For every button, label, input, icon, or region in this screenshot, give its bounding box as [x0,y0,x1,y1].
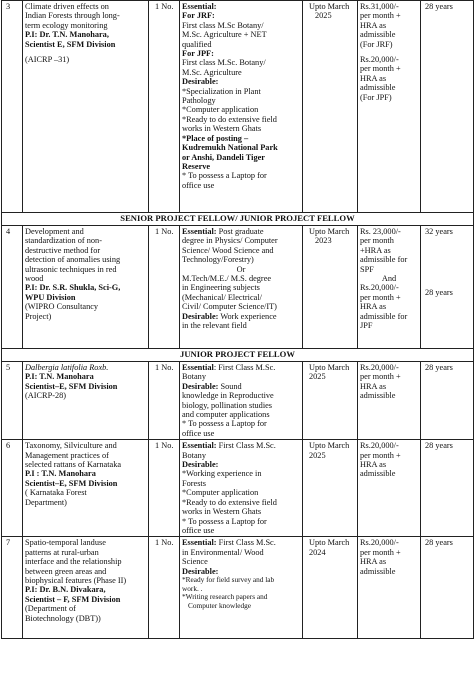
fellowship-text: admissible for [360,311,408,321]
essential-text: Technology/Forestry) [182,255,254,265]
essential-label: Essential [182,363,214,372]
fellowship-text: per month + [360,292,401,302]
desirable-text: Pathology [182,96,216,106]
fellowship-text: Rs.20,000/- [360,283,399,293]
place-of-posting: Kudremukh National Park [182,143,278,153]
fellowship-text: per month + [360,11,401,21]
project-text: wood [25,274,44,284]
project-text: ultrasonic techniques in red [25,264,117,274]
desirable-label: Desirable: [182,566,219,576]
tenure-text: Upto March [309,2,350,11]
fellowship-text: per month [360,236,394,246]
place-of-posting: *Place of posting – [182,133,249,143]
desirable-text: and computer applications [182,410,270,420]
tenure-text: 2023 [315,236,332,246]
project-cell [23,440,149,537]
qualification-cell [180,226,303,349]
project-cell [23,1,149,213]
project-text: detection of anomalies using [25,255,121,265]
fellowship-text: per month + [360,547,401,557]
desirable-label: Desirable: [182,311,219,321]
project-code: (WIPRO Consultancy [25,302,99,312]
serial-number: 5 [2,362,23,440]
essential-text: Science/ Wood Science and [182,245,274,255]
age-limit: 32 years [425,227,453,236]
fellowship-text: admissible [360,30,396,40]
fellowship-text: admissible [360,566,396,576]
jpf-text: First class M.Sc. Botany/ [182,58,266,68]
posts-count: 1 No. [149,537,180,639]
desirable-text: works in Western Ghats [182,507,262,517]
tenure-text: 2025 [309,372,326,382]
fellowship-text: Rs. 23,000/- [360,227,401,236]
fellowship-text: per month + [360,372,401,382]
posts-count: 1 No. [149,440,180,537]
desirable-label: Desirable: [182,460,219,470]
project-text: Dalbergia latifolia Roxb. [25,363,109,372]
jrf-text: First class M.Sc Botany/ [182,20,264,30]
project-code: (AICRP-28) [25,391,67,401]
essential-text: First Class M.Sc. [216,441,276,451]
tenure-cell [303,1,358,213]
fellowship-cell [358,440,421,537]
fellowship-text: admissible for [360,255,408,265]
pi-name: P.I: Dr. B.N. Divakara, [25,585,106,595]
project-text: term ecology monitoring [25,20,108,30]
laptop-text: office use [182,180,215,190]
fellowship-cell [358,362,421,440]
fellowship-text: (For JRF) [360,39,393,49]
project-text: Taxonomy, Silviculture and [25,441,117,451]
pi-division: Scientist E, SFM Division [25,39,116,49]
project-text: between green areas and [25,566,107,576]
desirable-text: Sound [218,381,242,391]
project-text: patterns at rural-urban [25,547,99,557]
desirable-text: *Writing research papers and [182,592,268,602]
fellowship-text: admissible [360,83,396,93]
jrf-text: M.Sc. Agriculture + NET [182,30,267,40]
posts-count: 1 No. [149,362,180,440]
project-text: Indian Forests through long- [25,11,120,21]
essential-text: degree in Physics/ Computer [182,236,278,246]
table-row [2,362,474,440]
posts-count: 1 No. [149,226,180,349]
fellowship-text: per month + [360,64,401,74]
pi-division: WPU Division [25,292,76,302]
laptop-text: * To possess a Laptop for [182,171,267,181]
essential-text: Botany [182,450,206,460]
serial-number: 3 [2,1,23,213]
section-title: SENIOR PROJECT FELLOW/ JUNIOR PROJECT FELLOW [2,213,474,226]
tenure-cell [303,440,358,537]
age-limit-cell [421,226,474,349]
fellowship-cell [358,1,421,213]
project-text: Spatio-temporal landuse [25,538,106,548]
project-text: interface and the relationship [25,557,122,567]
fellowship-text: HRA as [360,20,387,30]
table-row [2,440,474,537]
fellowship-text: SPF [360,264,374,274]
desirable-text: *Computer application [182,488,259,498]
project-cell [23,226,149,349]
pi-division: Scientist – F, SFM Division [25,594,121,604]
jrf-text: qualified [182,39,212,49]
jpf-label: For JPF: [182,49,214,59]
serial-number: 7 [2,537,23,639]
pi-name: P.I: Dr. T.N. Manohara, [25,30,109,40]
project-code: (Department of [25,604,76,614]
jpf-text: M.Sc. Agriculture [182,67,242,77]
qualification-cell [180,537,303,639]
project-code: ( Karnataka Forest [25,488,87,498]
or-text: Or [236,264,246,274]
place-of-posting: or Anshi, Dandeli Tiger [182,152,265,162]
recruitment-table [1,0,474,639]
age-limit: 28 years [421,440,474,537]
desirable-text: knowledge in Reproductive [182,391,274,401]
tenure-text: Upto March [309,538,350,548]
desirable-text: *Ready to do extensive field [182,497,277,507]
alternate-text: M.Tech/M.E./ M.S. degree [182,274,272,284]
essential-text: Science [182,557,208,567]
essential-text: Botany [182,372,206,382]
pi-division: Scientist–E, SFM Division [25,381,118,391]
essential-text: in Environmental/ Wood [182,547,264,557]
table-row [2,226,474,349]
desirable-text: *Specialization in Plant [182,86,261,96]
tenure-text: 2025 [315,11,332,21]
place-of-posting: Reserve [182,161,211,171]
fellowship-text: per month + [360,450,401,460]
qualification-cell [180,1,303,213]
qualification-cell [180,362,303,440]
desirable-text: *Ready for field survey and lab [182,574,275,584]
desirable-text: *Computer application [182,105,259,115]
tenure-text: 2024 [309,547,326,557]
desirable-text: Forests [182,478,206,488]
age-limit: 28 years [425,288,453,298]
fellowship-text: admissible [360,469,396,479]
fellowship-text: +HRA as [360,245,391,255]
age-limit: 28 years [421,537,474,639]
fellowship-text: And [381,274,397,284]
project-text: Development and [25,227,84,236]
desirable-text: office use [182,525,215,535]
essential-label: Essential: [182,538,217,548]
alternate-text: (Mechanical/ Electrical/ [182,292,262,302]
fellowship-text: Rs.20,000/- [360,441,399,451]
desirable-text: office use [182,428,215,438]
tenure-text: Upto March [309,441,350,451]
project-code: Project) [25,311,52,321]
desirable-text: *Ready to do extensive field [182,114,277,124]
desirable-label: Desirable: [182,77,219,87]
fellowship-text: Rs.20,000/- [360,55,399,65]
qualification-cell [180,440,303,537]
desirable-text: *Working experience in [182,469,262,479]
posts-count: 1 No. [149,1,180,213]
tenure-text: 2025 [309,450,326,460]
essential-text: : First Class M.Sc. [213,363,276,372]
project-text: selected rattans of Karnataka [25,460,122,470]
desirable-text: in the relevant field [182,321,247,331]
desirable-label: Desirable: [182,381,219,391]
project-text: standardization of non- [25,236,102,246]
table-row [2,537,474,639]
section-header [2,349,474,362]
project-code: Biotechnology (DBT)) [25,613,101,623]
desirable-text: Computer knowledge [188,600,252,610]
tenure-text: Upto March [309,363,350,372]
fellowship-cell [358,226,421,349]
fellowship-text: Rs.31,000/- [360,2,399,11]
fellowship-text: Rs.20,000/- [360,538,399,548]
serial-number: 6 [2,440,23,537]
essential-label: Essential: [182,227,217,236]
project-text: destructive method for [25,245,101,255]
serial-number: 4 [2,226,23,349]
project-text: biophysical features (Phase II) [25,575,127,585]
pi-division: Scientist–E, SFM Division [25,478,118,488]
tenure-text: Upto March [309,227,350,236]
essential-text: Post graduate [216,227,264,236]
essential-text: First Class M.Sc. [216,538,276,548]
jrf-label: For JRF: [182,11,215,21]
table-row [2,1,474,213]
fellowship-text: JPF [360,321,373,331]
desirable-text: * To possess a Laptop for [182,419,267,429]
desirable-text: works in Western Ghats [182,124,262,134]
desirable-text: Work experience [218,311,277,321]
section-header [2,213,474,226]
fellowship-text: HRA as [360,557,387,567]
section-title: JUNIOR PROJECT FELLOW [2,349,474,362]
pi-name: P.I: Dr. S.R. Shukla, Sci-G, [25,283,121,293]
project-text: Climate driven effects on [25,2,109,11]
essential-label: Essential: [182,2,217,11]
desirable-text: biology, pollination studies [182,400,273,410]
pi-name: P.I : T.N. Manohara [25,469,96,479]
pi-name: P.I: T.N. Manohara [25,372,94,382]
fellowship-text: HRA as [360,73,387,83]
fellowship-text: HRA as [360,381,387,391]
fellowship-text: Rs.20,000/- [360,363,399,372]
tenure-cell [303,226,358,349]
tenure-cell [303,362,358,440]
fellowship-text: admissible [360,391,396,401]
fellowship-text: HRA as [360,302,387,312]
tenure-cell [303,537,358,639]
fellowship-text: HRA as [360,460,387,470]
age-limit: 28 years [421,1,474,213]
essential-label: Essential: [182,441,217,451]
age-limit: 28 years [421,362,474,440]
desirable-text: * To possess a Laptop for [182,516,267,526]
project-cell [23,537,149,639]
alternate-text: in Engineering subjects [182,283,260,293]
alternate-text: Civil/ Computer Science/IT) [182,302,277,312]
fellowship-text: (For JPF) [360,92,392,102]
project-cell [23,362,149,440]
fellowship-cell [358,537,421,639]
project-text: Management practices of [25,450,109,460]
project-code: Department) [25,497,67,507]
desirable-text: work. . [182,583,203,593]
project-code: (AICRP –31) [25,55,70,65]
